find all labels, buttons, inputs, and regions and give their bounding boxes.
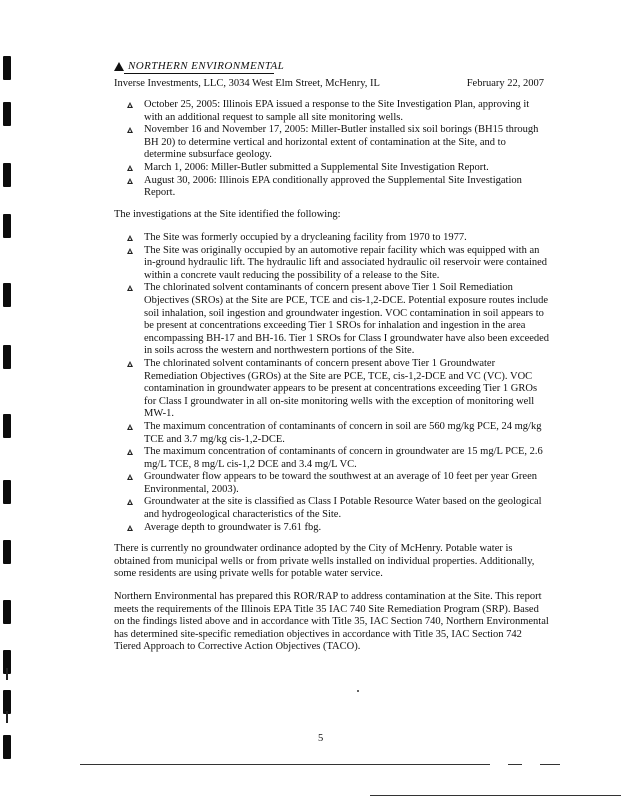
triangle-bullet-icon [127,474,133,480]
list-item: The Site was formerly occupied by a drycleaning facility from 1970 to 1977. [114,232,550,245]
header-date: February 22, 2007 [466,78,544,89]
binder-hole-mark [3,735,11,759]
triangle-bullet-icon [127,248,133,254]
binder-hole-mark [3,102,11,126]
triangle-bullet-icon [127,127,133,133]
page-number: 5 [318,733,324,744]
binder-hole-mark [3,414,11,438]
list-item: Groundwater at the site is classified as Class I Potable Resource Water based on the geological and hydrogeological characteristics of the Site. [114,496,550,521]
timeline-list [114,99,550,200]
binder-hole-mark [3,283,11,307]
list-item: The maximum concentration of contaminants of concern in soil are 560 mg/kg PCE, 24 mg/kg TCE and 3.7 mg/kg cis-1,2-DCE. [114,421,550,446]
list-item: The chlorinated solvent contaminants of concern present above Tier 1 Soil Remediation Objectives (SROs) at the Site are PCE, TCE and cis-1,2-DCE. Potential exposure routes include soil inhalation, soil ingestion and groundwater ingestion. VOC contamination in soil appears to be present at concentrations exceeding Tier 1 SROs for inhalation and ingestion in the area encompassing BH-17 and BH-16. Tier 1 SROs for Class I groundwater have also been exceeded in soils across the western and northwestern portions of the Site. [114,282,550,358]
list-item: Groundwater flow appears to be toward the southwest at an average of 10 feet per year Green Environmental, 2003). [114,471,550,496]
scan-mark [6,711,8,723]
triangle-bullet-icon [127,525,133,531]
list-item: The maximum concentration of contaminants of concern in groundwater are 15 mg/L PCE, 2.6 mg/L TCE, 8 mg/L cis-1,2 DCE and 3.4 mg/L VC. [114,446,550,471]
binder-hole-mark [3,480,11,504]
binder-hole-mark [3,540,11,564]
footer-rule [540,764,560,765]
list-item: Average depth to groundwater is 7.61 fbg. [114,522,550,535]
footer-rule [370,795,621,796]
header-client-address: Inverse Investments, LLC, 3034 West Elm Street, McHenry, IL [114,78,380,89]
triangle-bullet-icon [127,235,133,241]
triangle-bullet-icon [127,424,133,430]
triangle-bullet-icon [127,165,133,171]
company-logo [114,60,284,72]
triangle-bullet-icon [127,285,133,291]
list-item: The chlorinated solvent contaminants of concern present above Tier 1 Groundwater Remediation Objectives (GROs) at the Site are PCE, TCE, cis-1,2-DCE and VC (VC). VOC contamination in groundwater appears to be present at concentrations exceeding Tier 1 GROs for Class I groundwater in all on-site monitoring wells with the exception of monitoring well MW-1. [114,358,550,421]
ordinance-paragraph: There is currently no groundwater ordinance adopted by the City of McHenry. Potable water is obtained from municipal wells or from private wells installed on individual properties. Additionally, some residents are using private wells for potable water service. [114,543,535,580]
triangle-bullet-icon [127,449,133,455]
footer-rule [80,764,490,765]
list-item: The Site was originally occupied by an automotive repair facility which was equipped with an in-ground hydraulic lift. The hydraulic lift and associated hydraulic oil reservoir were contained within a concrete vault reducing the possibility of a release to the Site. [114,245,550,283]
findings-list [114,232,550,534]
binder-hole-mark [3,600,11,624]
company-name: NORTHERN ENVIRONMENTAL [128,60,285,72]
scan-speck [357,690,359,692]
list-item: March 1, 2006: Miller-Butler submitted a Supplemental Site Investigation Report. [114,162,550,175]
binder-hole-mark [3,163,11,187]
running-header [114,78,544,89]
list-item: November 16 and November 17, 2005: Miller-Butler installed six soil borings (BH15 through BH 20) to determine vertical and horizontal extent of contamination at the Site, and to determine subsurface geology. [114,124,550,162]
ror-paragraph: Northern Environmental has prepared this ROR/RAP to address contamination at the Site. This report meets the requirements of the Illinois EPA Title 35 IAC 740 Site Remediation Program (SRP). Based on the findings listed above and in accordance with Title 35, IAC Section 740, Northern Environmental has determined site-specific remediation objectives in accordance with Title 35, IAC Section 742 Tiered Approach to Corrective Action Objectives (TACO). [114,591,549,653]
findings-intro: The investigations at the Site identified the following: [114,209,341,220]
scan-mark [6,668,8,680]
footer-rule [508,764,522,765]
triangle-bullet-icon [127,499,133,505]
header-rule [124,73,274,74]
triangle-bullet-icon [127,361,133,367]
list-item: August 30, 2006: Illinois EPA conditionally approved the Supplemental Site Investigation Report. [114,175,550,200]
triangle-bullet-icon [127,178,133,184]
binder-hole-mark [3,56,11,80]
list-item: October 25, 2005: Illinois EPA issued a response to the Site Investigation Plan, approving it with an additional request to sample all site monitoring wells. [114,99,550,124]
triangle-bullet-icon [127,102,133,108]
triangle-logo-icon [114,62,124,71]
binder-hole-mark [3,345,11,369]
binder-hole-mark [3,214,11,238]
